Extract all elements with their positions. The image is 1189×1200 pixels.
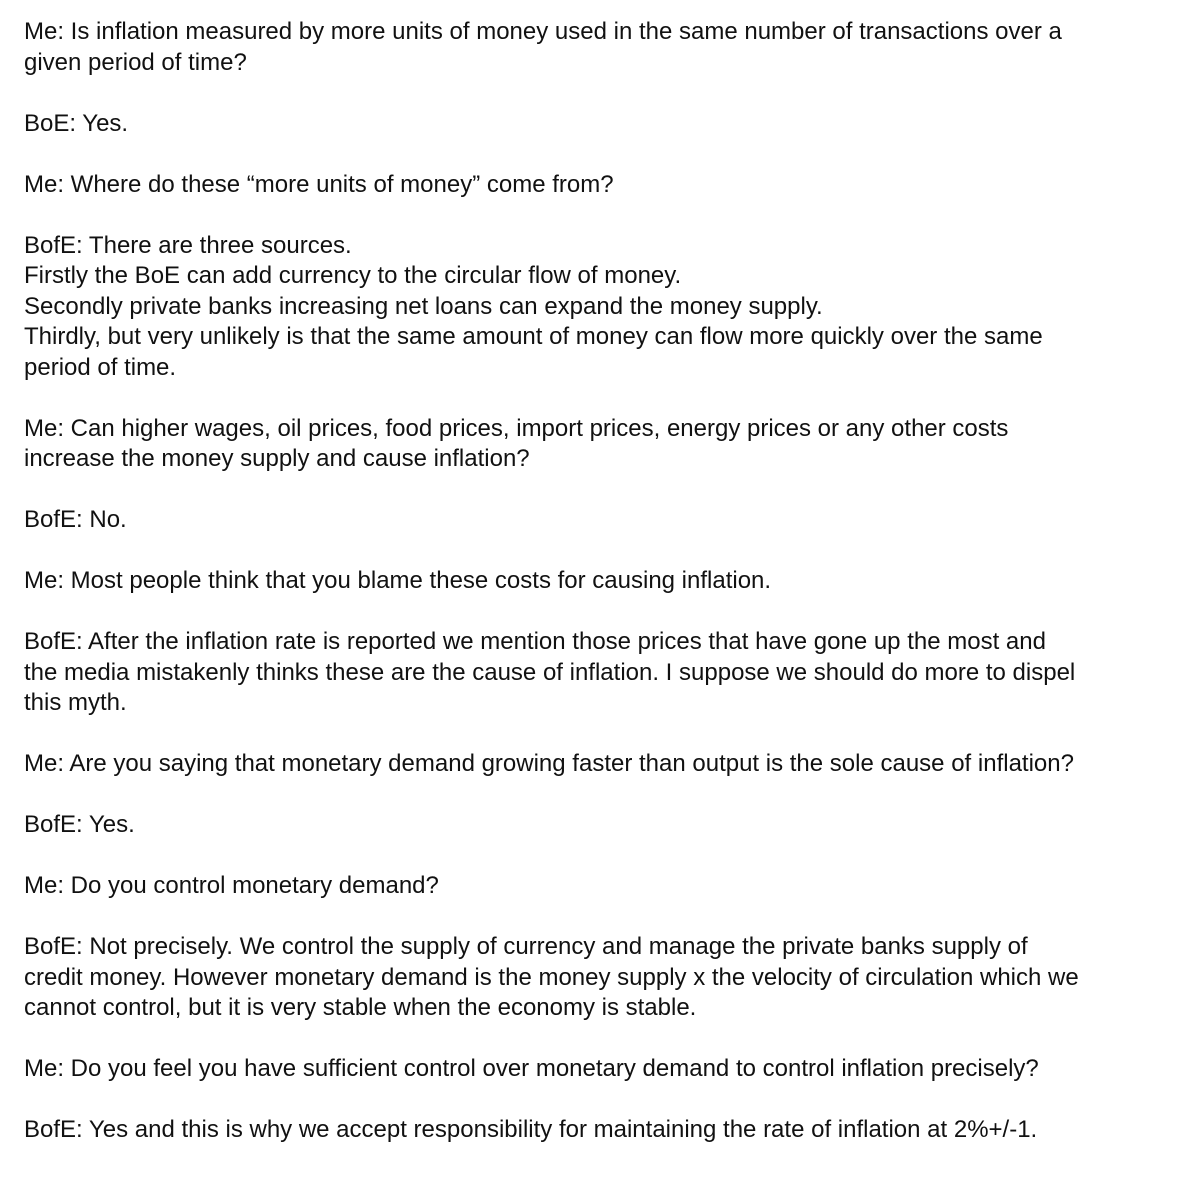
paragraph [24,871,1165,902]
paragraph [24,566,1165,597]
paragraph [24,505,1165,536]
text-line: period of time. [24,353,177,381]
text-line: BofE: Not precisely. We control the supply of currency and manage the private banks supply of [24,933,1028,960]
text-line: Me: Most people think that you blame these costs for causing inflation. [24,567,772,594]
paragraph [24,932,1165,1024]
text-line: BofE: Yes. [24,811,135,838]
text-line: the media mistakenly thinks these are the cause of inflation. I suppose we should do more to dispel [24,658,1076,686]
text-line: increase the money supply and cause inflation? [24,445,530,472]
text-line: Secondly private banks increasing net loans can expand the money supply. [24,292,823,320]
text-line: given period of time? [24,48,247,76]
text-line: Me: Can higher wages, oil prices, food prices, import prices, energy prices or any other costs [24,414,1009,442]
text-line: Me: Where do these “more units of money” come from? [24,170,614,198]
paragraph [24,810,1165,841]
text-line: Firstly the BoE can add currency to the circular flow of money. [24,262,682,289]
text-line: Me: Do you feel you have sufficient control over monetary demand to control inflation precisely? [24,1055,1039,1082]
text-line: Me: Are you saying that monetary demand growing faster than output is the sole cause of inflation? [24,750,1074,777]
text-line: Me: Do you control monetary demand? [24,872,439,899]
paragraph [24,17,1165,78]
text-line: BofE: Yes and this is why we accept responsibility for maintaining the rate of inflation at 2%+/-1. [24,1116,1038,1143]
paragraph [24,170,1165,201]
paragraph [24,1054,1165,1085]
text-line: BoE: Yes. [24,109,129,137]
text-line: Me: Is inflation measured by more units of money used in the same number of transactions over a [24,18,1062,45]
text-line: Thirdly, but very unlikely is that the same amount of money can flow more quickly over the same [24,323,1043,350]
paragraph [24,414,1165,475]
text-line: credit money. However monetary demand is the money supply x the velocity of circulation which we [24,963,1079,991]
paragraph [24,231,1165,384]
text-line: this myth. [24,689,127,716]
paragraph [24,749,1165,780]
text-line: BofE: There are three sources. [24,231,352,259]
paragraph [24,627,1165,719]
paragraph [24,109,1165,140]
paragraph [24,1115,1165,1146]
text-line: BofE: After the inflation rate is reported we mention those prices that have gone up the most and [24,628,1046,655]
text-line: BofE: No. [24,506,127,533]
text-line: cannot control, but it is very stable when the economy is stable. [24,994,697,1021]
